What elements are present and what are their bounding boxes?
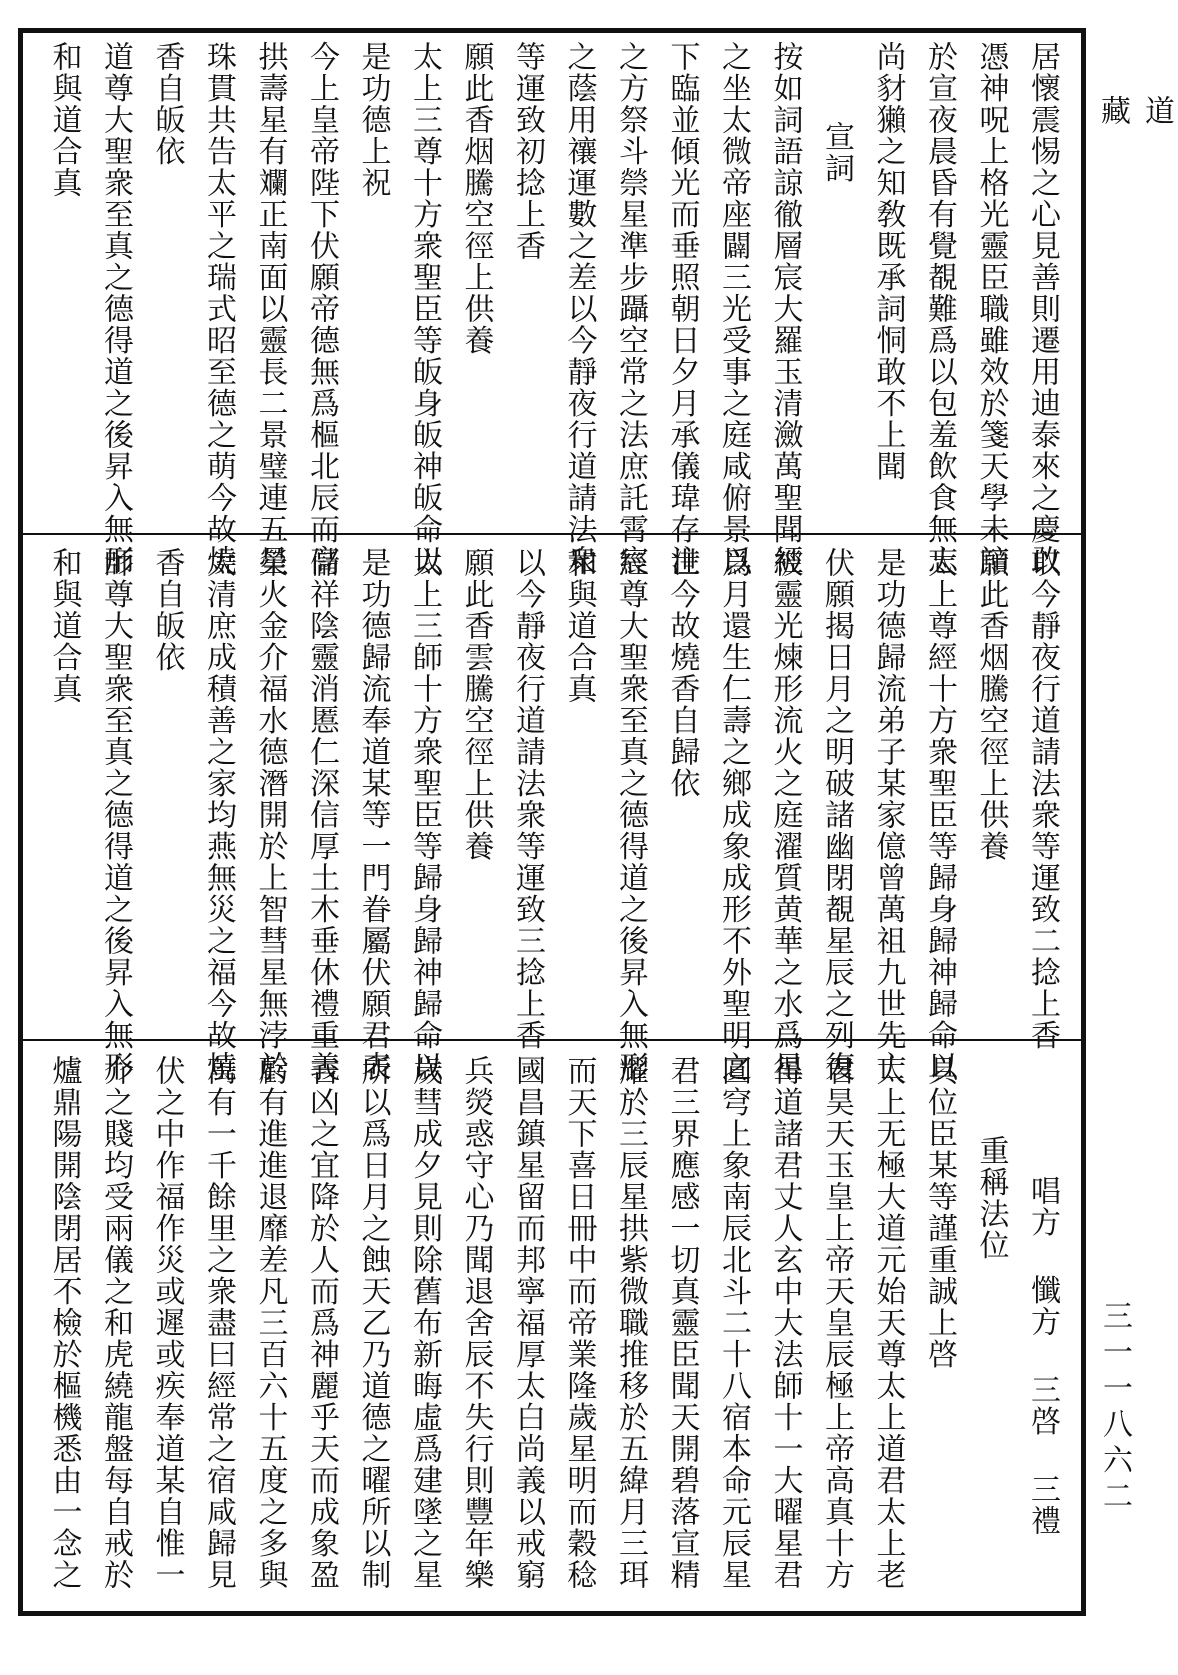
text-column: 以今靜夜行道請法衆等運致三捻上香 [510,547,545,1051]
text-column: 被靈光煉形流火之庭濯質黄華之水爲星 [767,547,803,1083]
text-column: 於宣夜晨昏有覺覩難爲以包羞飲食無忘 [922,41,957,577]
text-column: 今上皇帝陛下伏願帝德無爲樞北辰而高 [304,41,339,577]
register-top [23,41,1081,577]
page-number: 三一一八六二 [1097,1300,1132,1516]
register-bottom [23,1055,1081,1607]
text-column: 願此香雲騰空徑上供養 [458,547,494,862]
text-column: 珠貫共告太平之瑞式昭至德之萌今故燒 [201,41,236,577]
text-column: 吉凶之宜降於人而爲神麗乎天而成象盈 [304,1055,339,1591]
text-column: 太上三師十方衆聖臣等歸身歸神歸命以 [407,547,442,1083]
text-column: 榮火金介福水德潛開於上智彗星無浡於 [252,547,288,1083]
text-column: 宣詞 [819,121,854,184]
text-column: 所以爲日月之蝕天乙乃道德之曜所以制 [355,1055,391,1591]
text-column: 經尊大聖衆至真之德得道之後昇入無形 [613,547,648,1083]
text-column: 之方祭斗禜星準步躡空常之法庶託霄宸 [613,41,648,577]
text-column: 太上尊經十方衆聖臣等歸身歸神歸命以 [922,547,957,1083]
text-column: 願此香烟騰空徑上供養 [973,547,1009,862]
text-column: 按如詞語諒徹層宸大羅玉清瀲萬聖聞經 [767,41,803,577]
text-column: 圓穹上象南辰北斗二十八宿本命元辰星 [716,1055,751,1591]
text-column: 君三界應感一切真靈臣聞天開碧落宣精 [664,1055,700,1591]
text-column: 之坐太微帝座闢三光受事之庭咸俯景以 [716,41,751,577]
text-column: 具位臣某等謹重誠上啓 [922,1055,957,1370]
text-column: 下臨並傾光而垂照朝日夕月承儀瑋存注 [664,41,700,577]
text-frame [18,28,1086,1616]
text-column: 是功德上祝 [355,41,391,199]
margin-title: 道藏 [1095,95,1174,225]
text-column: 居懷震惕之心見善則遷用迪泰來之慶敢 [1025,41,1060,577]
text-column: 是功德歸流奉道某等一門眷屬伏願君表 [355,547,391,1083]
register-middle [23,547,1081,1083]
text-column: 得道諸君丈人玄中大法師十一大曜星君 [767,1055,803,1591]
text-column: 是功德歸流弟子某家億曾萬祖九世先亡 [870,547,906,1083]
text-column: 國昌鎮星留而邦寧福厚太白尚義以戒窮 [510,1055,545,1591]
text-column: 爲月還生仁壽之鄉成象成形不外聖明之 [716,547,751,1083]
text-column: 師尊大聖衆至真之德得道之後昇入無形 [98,547,133,1083]
text-column: 太上三尊十方衆聖臣等皈身皈神皈命以 [407,41,442,577]
text-column: 虧有進進退靡差凡三百六十五度之多與 [252,1055,288,1591]
text-column: 和與道合真 [46,547,82,705]
register-divider [23,1039,1081,1041]
text-column: 唱方 懺方 三啓 三禮 [1025,1175,1060,1537]
text-column: 等運致初捻上香 [510,41,545,262]
text-column: 以今靜夜行道請法衆等運致二捻上香 [1025,547,1060,1051]
text-column: 耀於三辰星拱紫微職推移於五緯月三珥 [613,1055,648,1591]
text-column: 伏願揭日月之明破諸幽閉覩星辰之列復 [819,547,854,1083]
text-column: 伏之中作福作災或遲或疾奉道某自惟一 [149,1055,185,1591]
register-divider [23,533,1081,535]
text-column: 君昊天玉皇上帝天皇辰極上帝高真十方 [819,1055,854,1591]
text-column: 而天下喜日冊中而帝業隆歲星明而穀稔 [561,1055,597,1591]
text-column: 萬有一千餘里之衆盡曰經常之宿咸歸見 [201,1055,236,1591]
text-column: 拱壽星有斕正南面以靈長二景璧連五星 [252,41,288,577]
text-column: 歲彗成夕見則除舊布新晦虛爲建墜之星 [407,1055,442,1591]
text-column: 兵熒惑守心乃聞退舍辰不失行則豐年樂 [458,1055,494,1591]
text-column: 之蔭用禳運數之差以今靜夜行道請法衆 [561,41,597,577]
text-column: 道尊大聖衆至真之德得道之後昇入無形 [98,41,133,577]
text-column: 香自皈依 [149,41,185,167]
text-column: 憑神呪上格光靈臣職雖效於箋天學未諳 [973,41,1009,577]
text-column: 重稱法位 [973,1135,1009,1261]
text-column: 太上无極大道元始天尊太上道君太上老 [870,1055,906,1591]
text-column: 願此香烟騰空徑上供養 [458,41,494,356]
text-column: 和與道合真 [561,547,597,705]
text-column: 太清庶成積善之家均燕無災之福今故燒 [201,547,236,1083]
text-column: 爐鼎陽開陰閉居不檢於樞機悉由一念之 [46,1055,82,1591]
text-column: 和與道合真 [46,41,82,199]
text-column: 介之賤均受兩儀之和虎繞龍盤每自戒於 [98,1055,133,1591]
text-column: 香自皈依 [149,547,185,673]
text-column: 尚豺獺之知敎既承詞恫敢不上聞 [870,41,906,482]
text-column: 世今故燒香自歸依 [664,547,700,799]
text-column: 儲祥陰靈消慝仁深信厚土木垂休禮重義 [304,547,339,1083]
